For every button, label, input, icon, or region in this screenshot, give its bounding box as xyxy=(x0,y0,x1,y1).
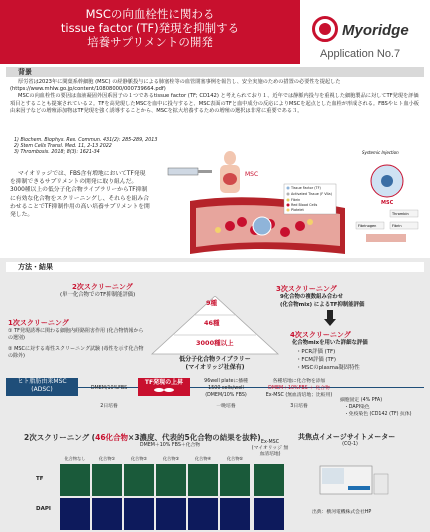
down-arrow-icon xyxy=(324,310,336,326)
tf-image xyxy=(60,464,90,496)
time-3: 3日培養 xyxy=(290,404,308,409)
time-2: 一晩培養 xyxy=(216,404,236,409)
results-title-red: 46化合物 xyxy=(95,433,129,442)
mechanism-diagram xyxy=(352,146,422,246)
screen4-item-2: ・FCM評価 (TF) xyxy=(296,357,337,363)
company-logo xyxy=(312,10,422,62)
tf-up-label: TF発現の上昇 xyxy=(144,379,184,386)
image-grid xyxy=(60,456,286,532)
medium-label: DMEM＋10% FBS＋化合物 xyxy=(139,443,201,448)
header xyxy=(0,0,430,66)
title-banner xyxy=(0,0,300,64)
background-text xyxy=(10,79,422,115)
dapi-image xyxy=(254,498,284,530)
screen2-title: 2次スクリーニング xyxy=(72,283,133,291)
time-1: 2日培養 xyxy=(100,404,118,409)
tf-image xyxy=(254,464,284,496)
legend-rbc: Red Blood Cells xyxy=(291,203,318,208)
col-label-3: 化合物③ xyxy=(162,456,180,461)
logo-mark-icon xyxy=(312,16,338,42)
dapi-image xyxy=(220,498,250,530)
screen3-sub-1: 9化合物の複数組み合わせ xyxy=(280,294,344,300)
pyramid-caption xyxy=(160,356,270,372)
legend-fibrin: Fibrin xyxy=(291,198,301,203)
mech-fibrin: Fibrin xyxy=(392,224,402,228)
dapi-image xyxy=(156,498,186,530)
screen4-item-3: ・MSCのplasma凝固特性 xyxy=(296,365,360,371)
screen3-title: 3次スクリーニング xyxy=(276,285,337,293)
instrument-source: 出典：横河電機株式会社HP xyxy=(312,510,372,515)
legend-platelet: Platelet xyxy=(291,208,304,213)
reference-1: 1) Biochem. Biophys. Res. Commun. 431(2): 285-289, 2013 xyxy=(14,138,158,143)
results-title-mid: ×3濃度、代表的5化合物の結果を抜粋) xyxy=(128,433,261,442)
dapi-image xyxy=(124,498,154,530)
tf-up-box xyxy=(138,378,190,396)
logo-name: Myoridge xyxy=(342,22,409,39)
screen4-item-1: ・PCR評価 (TF) xyxy=(296,349,336,355)
pyramid-mid-label: 46種 xyxy=(204,319,220,327)
mech-msc-label: MSC xyxy=(381,200,394,206)
cells-label: 1500 cells/well xyxy=(208,386,244,391)
pyramid-caption-2: (マイオリッジ社保有) xyxy=(185,364,245,371)
instrument-sub: (CQ-1) xyxy=(342,442,358,447)
screen3-sub-2: (化合物mix) によるTF抑制能評価 xyxy=(280,302,365,308)
background-heading: 背景 xyxy=(6,67,424,77)
thrombus-illustration xyxy=(160,146,350,256)
tf-image xyxy=(92,464,122,496)
treat-3: Ex-MSC (無血清培地；比較用) xyxy=(265,393,333,398)
pyramid-bottom-label: 3000種以上 xyxy=(196,339,234,347)
screen1-sub-2: ② MSCに対する毒性スクリーニング試験 (毒性を示す化合物の除外) xyxy=(8,346,144,359)
medium-2: (DMEM/10% FBS) xyxy=(205,393,247,398)
tf-image xyxy=(220,464,250,496)
screen4-title: 4次スクリーニング xyxy=(290,331,351,339)
results-title-prefix: 2次スクリーニング ( xyxy=(24,433,96,442)
screen2-sub: (単一化合物でのTF抑制能評価) xyxy=(60,292,136,298)
cytometer-icon xyxy=(318,456,390,500)
row-dapi-label: DAPI xyxy=(36,506,51,512)
screen4-sub: 化合物mixを用いた詳細な評価 xyxy=(292,340,368,346)
col-label-2: 化合物② xyxy=(130,456,148,461)
dapi-image xyxy=(92,498,122,530)
fix-label: 細胞固定 (4% PFA) xyxy=(340,398,383,403)
dapi-image xyxy=(188,498,218,530)
legend-f7a: Activated Tissue (F VIIa) xyxy=(291,192,332,197)
background-para-3: マイオリッジでは、FBS含有増地においてTF発現を抑制できるサプリメントの開発に取り組んだ。3000種以上の低分子化合物ライブラリーからTF抑制に有効な化合物をスクリーニングし、それらを組み合わせることでTF抑制作用の高い培養サプリメントを開発した。 xyxy=(10,171,150,219)
plate-label: 96well plateに播種 xyxy=(204,379,248,384)
results-title xyxy=(24,432,261,443)
row-tf-label: TF xyxy=(36,476,44,482)
col-label-5: 化合物⑤ xyxy=(226,456,244,461)
tf-image xyxy=(124,464,154,496)
pyramid-caption-1: 低分子化合物ライブラリー xyxy=(179,356,251,363)
title-line-2: tissue factor (TF)発現を抑制する xyxy=(60,21,240,35)
instrument-title: 共焦点イメージサイトメーター xyxy=(298,433,396,441)
screen1-title: 1次スクリーニング xyxy=(8,319,69,327)
col-label-4: 化合物④ xyxy=(194,456,212,461)
stain-label: ・免疫染色 (CD142 (TF) 抗体) xyxy=(344,412,412,417)
tf-image xyxy=(156,464,186,496)
references xyxy=(14,138,157,156)
background-para-2: MSCの向血栓性の要因は血液凝固外因系因子の１つであるtissue factor (TF; CD142) と考えられており１、近年では静脈内投与を重視した細胞製品に対してTF発現を評価項目とすることも提案されている２。TFを高発現したMSCを血中に投与すると、MSC表面のTFと血中成分の反応によりMSCを起点とした血栓が形成される。FBSやヒト血小板由来因子などの増殖添加物はTF発現を強く誘導することから、MSCを拡大培養するための増殖の選択は非常に重要である３。 xyxy=(10,93,419,114)
pyramid-top-label: 9種 xyxy=(206,299,218,307)
mech-fibrinogen: Fibrinogen xyxy=(358,224,377,228)
cells-icon xyxy=(153,387,175,393)
screen1-sub-1: ① TF発現誘導に関わる細胞内経路阻害作用 (化合物情報から の選別) xyxy=(8,328,144,341)
tf-image xyxy=(188,464,218,496)
methods-heading: 方法・結果 xyxy=(6,262,424,272)
col-label-1: 化合物① xyxy=(98,456,116,461)
treat-1: 各種培地に化合物を添加 xyxy=(272,379,326,384)
mechanism-title: Systemic Injection xyxy=(362,150,399,155)
dapi-image xyxy=(60,498,90,530)
legend-tf: Tissue Factor (TF) xyxy=(291,186,321,191)
reference-2: 2) Stem Cells Transl. Med. 11, 2-13 2022 xyxy=(14,144,112,149)
application-number: Application No.7 xyxy=(320,48,401,60)
col-label-0: 化合物なし xyxy=(64,456,86,461)
adsc-box: ヒト脂肪由来MSC (ADSC) xyxy=(6,378,78,396)
mech-thrombin: Thrombin xyxy=(392,212,409,216)
background-para-1: 厚労省は2023年に間葉系幹細胞 (MSC) の経静脈投与による肺塞栓等の血管閉塞事例を報告し、安全実施のための措置の必要性を提起した (https://www.mhlw.go.jp/content/10808000/000739664.pdf) xyxy=(10,79,341,93)
title-line-1: MSCの向血栓性に関わる xyxy=(85,7,215,21)
treat-2: DMEM＋10%FBS ＋ 化合物 xyxy=(268,386,330,391)
exmsc-label: Ex-MSC (マイオリッジ 無血清培地) xyxy=(251,440,289,457)
reference-3: 3) Thrombosis. 2018; 8(3): 1621-34 xyxy=(14,150,100,155)
dapi-label: ・DAPI染色 xyxy=(344,405,370,410)
msc-label: MSC xyxy=(245,171,259,178)
title-line-3: 培養サプリメントの開発 xyxy=(87,35,213,49)
medium-1: DMEM/10%FBS xyxy=(90,386,128,391)
